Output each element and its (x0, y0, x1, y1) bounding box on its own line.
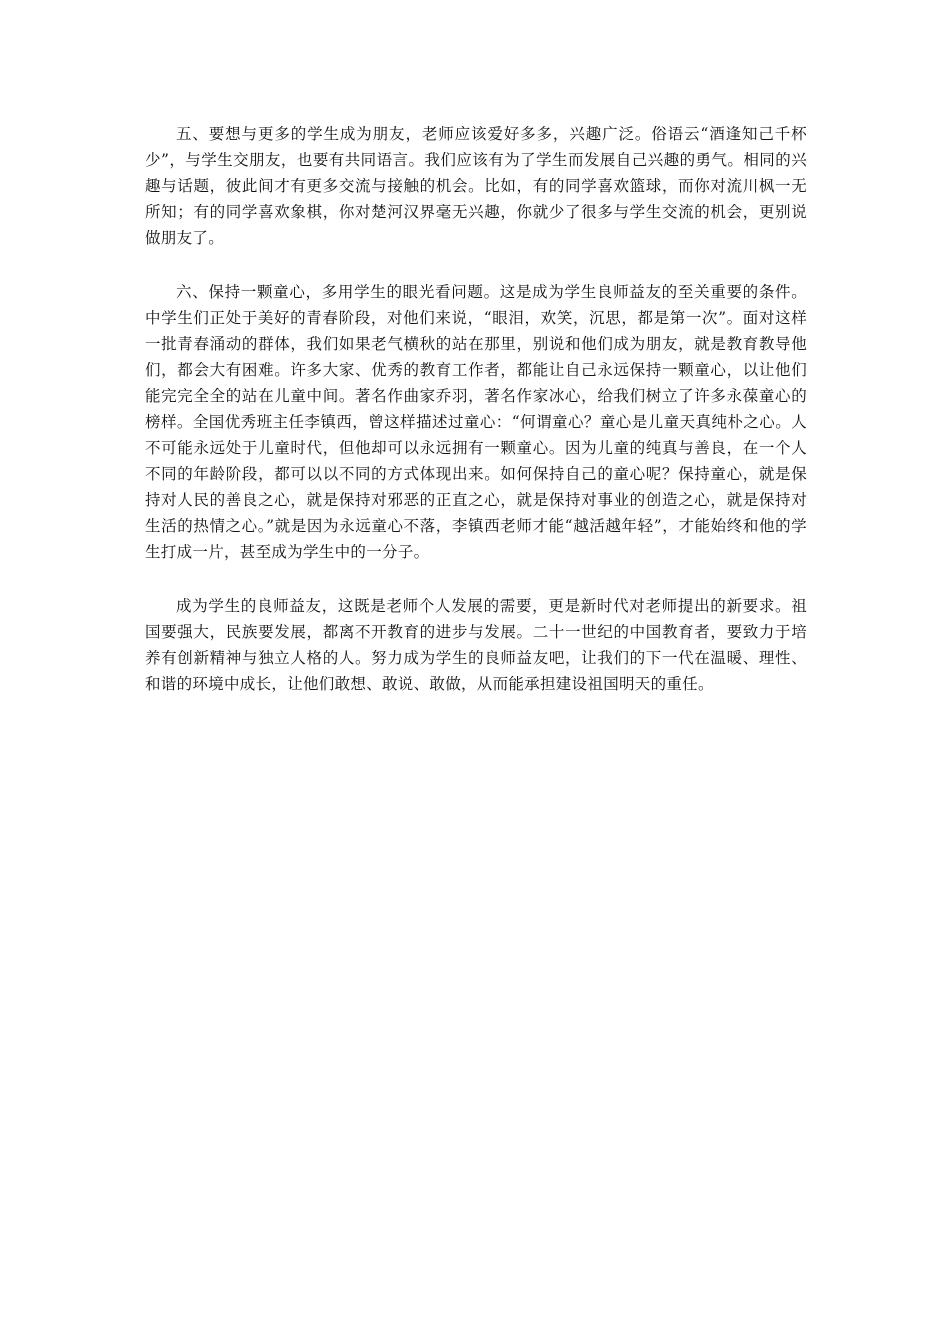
paragraph-five: 五、要想与更多的学生成为朋友，老师应该爱好多多，兴趣广泛。俗语云“酒逢知己千杯少”，与学生交朋友，也要有共同语言。我们应该有为了学生而发展自己兴趣的勇气。相同的兴趣与话题，彼此间才有更多交流与接触的机会。比如，有的同学喜欢篮球，而你对流川枫一无所知；有的同学喜欢象棋，你对楚河汉界毫无兴趣，你就少了很多与学生交流的机会，更别说做朋友了。 (145, 125, 807, 247)
document-body (145, 121, 807, 725)
paragraph-conclusion: 成为学生的良师益友，这既是老师个人发展的需要，更是新时代对老师提出的新要求。祖国要强大，民族要发展，都离不开教育的进步与发展。二十一世纪的中国教育者，要致力于培养有创新精神与独立人格的人。努力成为学生的良师益友吧，让我们的下一代在温暖、理性、和谐的环境中成长，让他们敢想、敢说、敢做，从而能承担建设祖国明天的重任。 (145, 597, 807, 693)
paragraph-six: 六、保持一颗童心，多用学生的眼光看问题。这是成为学生良师益友的至关重要的条件。中学生们正处于美好的青春阶段，对他们来说，“眼泪，欢笑，沉思，都是第一次”。面对这样一批青春涌动的群体，我们如果老气横秋的站在那里，别说和他们成为朋友，就是教育教导他们，都会大有困难。许多大家、优秀的教育工作者，都能让自己永远保持一颗童心，以让他们能完完全全的站在儿童中间。著名作曲家乔羽，著名作家冰心，给我们树立了许多永葆童心的榜样。全国优秀班主任李镇西，曾这样描述过童心：“何谓童心？童心是儿童天真纯朴之心。人不可能永远处于儿童时代，但他却可以永远拥有一颗童心。因为儿童的纯真与善良，在一个人不同的年龄阶段，都可以以不同的方式体现出来。如何保持自己的童心呢？保持童心，就是保持对人民的善良之心，就是保持对邪恶的正直之心，就是保持对事业的创造之心，就是保持对生活的热情之心。”就是因为永远童心不落，李镇西老师才能“越活越年轻”，才能始终和他的学生打成一片，甚至成为学生中的一分子。 (145, 283, 807, 561)
